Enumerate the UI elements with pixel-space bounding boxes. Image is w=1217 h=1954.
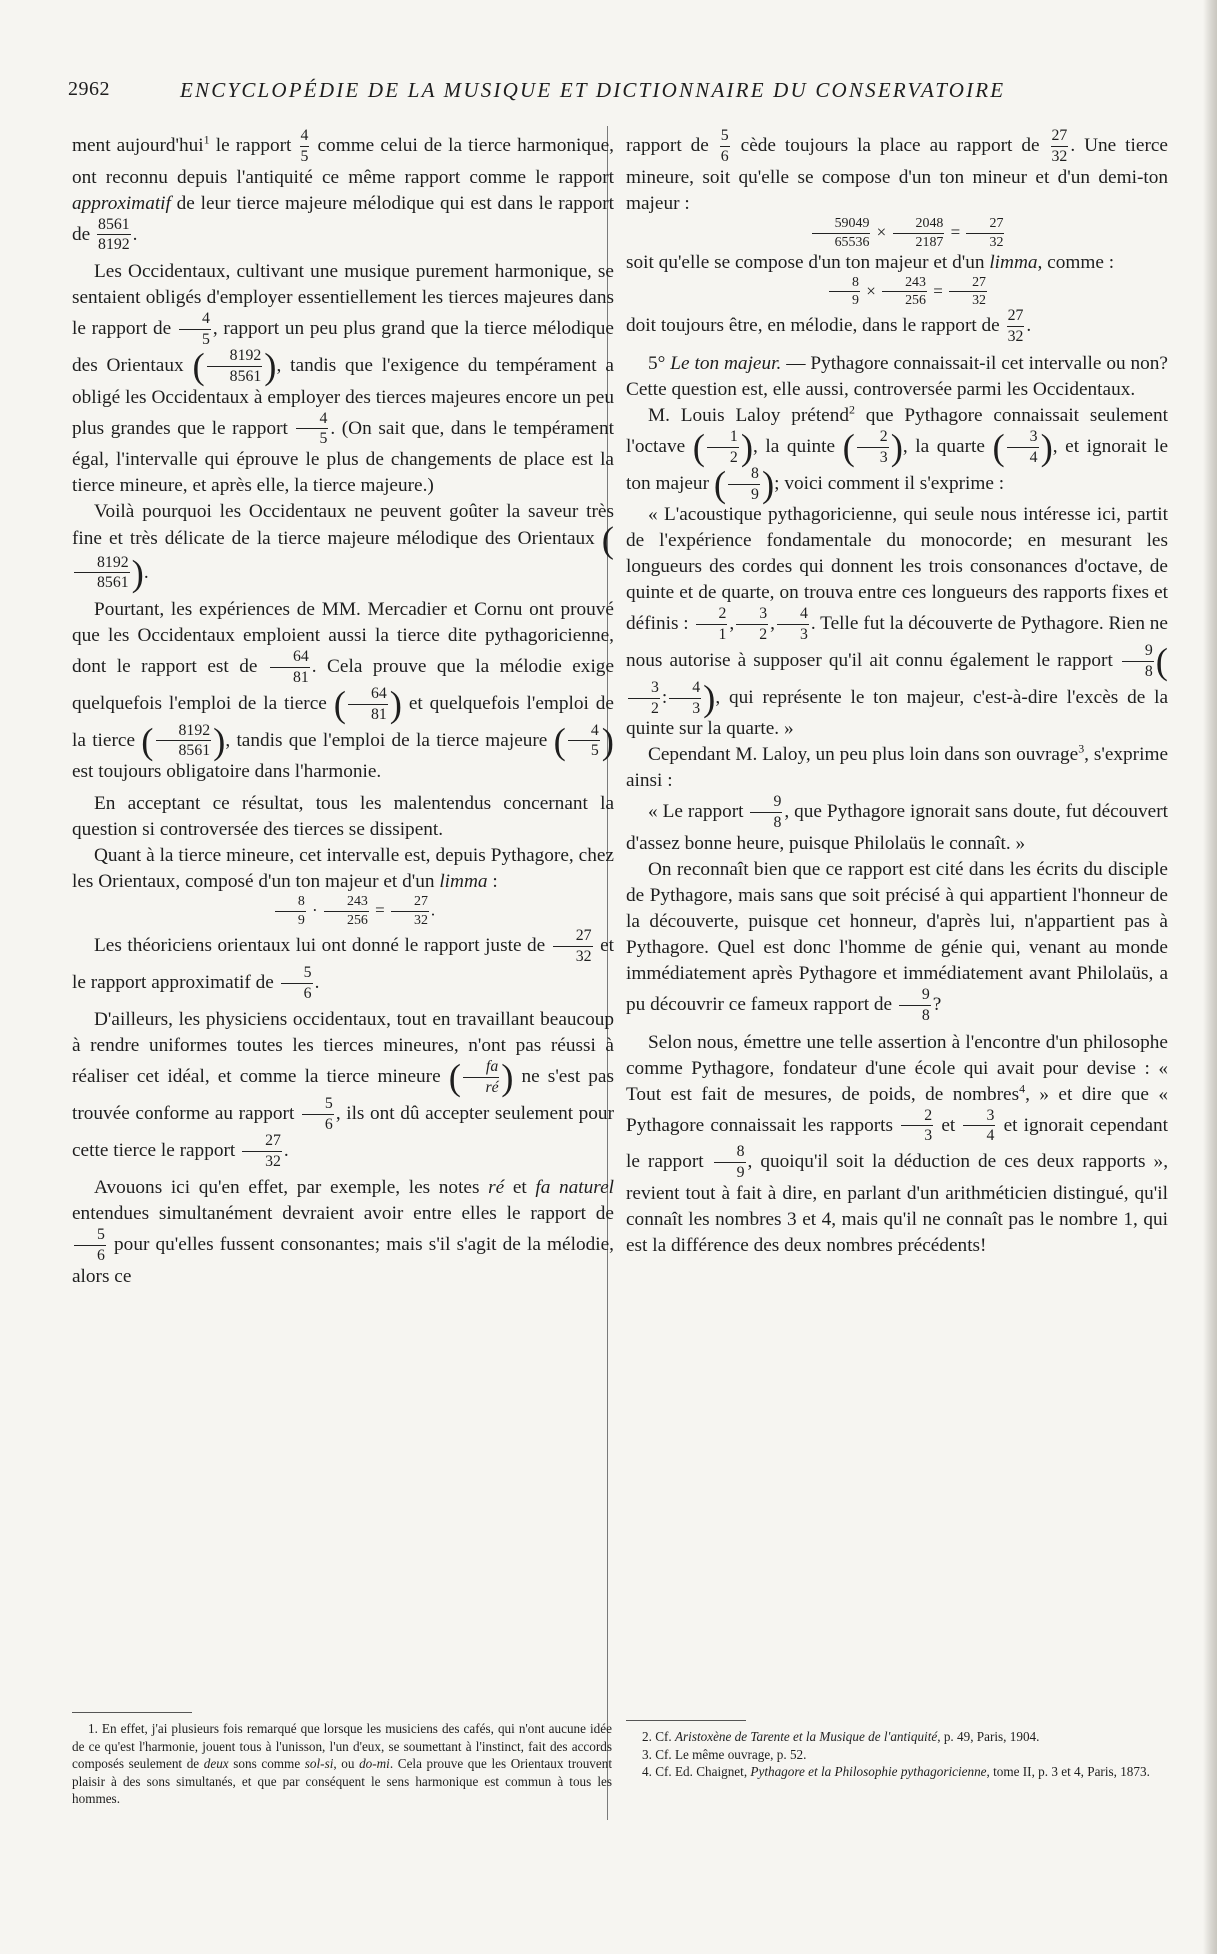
fraction: $\frac{27}{32}$ — [1051, 127, 1068, 165]
parenthesis: ( — [601, 519, 614, 561]
paragraph: rapport de $\frac{5}{6}$ cède toujours la place au rapport de $\frac{27}{32}$ . Une tierce mineure, soit qu'elle se compose d'un ton mineur et d'un demi-ton majeur : — [626, 127, 1168, 214]
page-number: 2962 — [68, 78, 110, 100]
fraction: $\frac{8}{9}$ — [829, 276, 860, 309]
paragraph: Les théoriciens orientaux lui ont donné le rapport juste de $\frac{27}{32}$ et le rapport approximatif de $\frac{5}{6}$ . — [72, 927, 614, 1002]
fraction: $\frac{27}{32}$ — [949, 276, 987, 309]
parenthesis: ( — [141, 720, 154, 762]
fraction: $\frac{4}{5}$ — [179, 311, 211, 348]
fraction: $\frac{27}{32}$ — [391, 895, 429, 928]
parenthesis: ( — [713, 463, 727, 505]
fraction: $\frac{8192}{8561}$ — [156, 723, 212, 760]
parenthesis: ( — [1155, 640, 1168, 682]
fraction: $\frac{243}{256}$ — [324, 895, 369, 928]
footnote-rule — [626, 1720, 746, 1721]
fraction: $\frac{8561}{8192}$ — [98, 215, 130, 254]
parenthesis: ) — [264, 345, 277, 387]
footnote-3: 3. Cf. Le même ouvrage, p. 52. — [642, 1746, 807, 1762]
paragraph: Cependant M. Laloy, un peu plus loin dans son ouvrage$^3$, s'exprime ainsi : — [626, 741, 1169, 792]
parenthesis: ) — [890, 426, 903, 468]
fraction: $\frac{27}{32}$ — [966, 217, 1004, 250]
fraction: $\frac{8192}{8561}$ — [74, 555, 130, 592]
parenthesis: ( — [192, 345, 205, 387]
footnotes-right — [626, 1728, 1166, 1781]
fraction: $\frac{3}{4}$ — [1007, 429, 1039, 466]
paragraph: D'ailleurs, les physiciens occidentaux, tout en travaillant beaucoup à rendre uniformes toutes les tierces mineures, n'ont pas réussi à réaliser cet idéal, et comme la tierce mineure ( $\frac{fa}{ré}$ ) ne s'est pas trouvée conforme au rapport $\frac{5}{6}$ , ils ont dû accepter seulement pour cette tierce le rapport $\frac{27}{32}$ . — [72, 1009, 614, 1170]
fraction: $\frac{9}{8}$ — [899, 987, 931, 1024]
parenthesis: ( — [842, 426, 855, 468]
footnote-1: 1. En effet, j'ai plusieurs fois remarqué que lorsque les musiciens des cafés, qui n'ont aucune idée de ce qu'est l'harmonie, jouent tous à l'unisson, l'un d'eux, se soumettant à l'instinct, fait des accords composés seulement de deux sons comme sol-si, ou do-mi. Cela prouve que les Orientaux trouvent plaisir à des sons simultanés, et que par conséquent le sens harmonique est commun à tous les hommes. — [72, 1721, 612, 1806]
parenthesis: ) — [501, 1057, 514, 1099]
fraction: $\frac{64}{81}$ — [270, 649, 310, 686]
equation: $\frac{59049}{65536}$ × $\frac{2048}{2187}$ = $\frac{27}{32}$ — [626, 217, 1168, 250]
footnote-4: 4. Cf. Ed. Chaignet, Pythagore et la Philosophie pythagoricienne, tome II, p. 3 et 4, Paris, 1873. — [642, 1764, 1150, 1779]
fraction: $\frac{2}{3}$ — [857, 429, 889, 466]
fraction: $\frac{27}{32}$ — [553, 928, 593, 965]
right-column — [626, 128, 1168, 1259]
parenthesis: ( — [553, 720, 566, 762]
footnote-rule — [72, 1712, 192, 1713]
fraction: $\frac{3}{2}$ — [736, 606, 768, 643]
fraction: $\frac{2}{1}$ — [696, 606, 728, 643]
paragraph: soit qu'elle se compose d'un ton majeur et d'un limma, comme : — [626, 251, 1115, 273]
fraction: $\frac{64}{81}$ — [348, 686, 388, 723]
footnotes-left — [72, 1720, 612, 1808]
fraction: $\frac{27}{32}$ — [242, 1133, 282, 1170]
paragraph: Les Occidentaux, cultivant une musique purement harmonique, se sentaient obligés d'employer essentiellement les tierces majeures dans le rapport de $\frac{4}{5}$ , rapport un peu plus grand que la tierce mélodique des Orientaux ( $\frac{8192}{8561}$ ), tandis que l'exigence du tempérament a obligé les Occidentaux à employer des tierces majeures encore un peu plus grandes que le rapport $\frac{4}{5}$ . (On sait que, dans le tempérament égal, l'intervalle qui éprouve le plus de changements de place est la tierce mineure, et après elle, la tierce majeure.) — [72, 261, 614, 497]
parenthesis: ( — [692, 426, 705, 468]
parenthesis: ) — [740, 426, 754, 468]
fraction: $\frac{59049}{65536}$ — [812, 217, 871, 250]
fraction: $\frac{9}{8}$ — [1122, 643, 1154, 680]
fraction: $\frac{4}{3}$ — [777, 606, 809, 643]
fraction: $\frac{fa}{ré}$ — [463, 1059, 499, 1096]
fraction: $\frac{2048}{2187}$ — [893, 217, 945, 250]
quotation: « L'acoustique pythagoricienne, qui seule nous intéresse ici, partit de l'expérience fondamentale du monocorde; en mesurant les longueurs des cordes qui donnent les trois consonances d'octave, de quinte et de quarte, on trouva entre ces longueurs des rapports fixes et définis : $\frac{2}{1}$ , $\frac{3}{2}$ , $\frac{4}{3}$ . Telle fut la découverte de Pythagore. Rien ne nous autorise à supposer qu'il ait connu également le rapport $\frac{9}{8}$ ( $\frac{3}{2}$ : $\frac{4}{3}$ ), qui représente le ton majeur, c'est-à-dire l'excès de la quinte sur la quarte. » — [626, 504, 1168, 740]
parenthesis: ( — [448, 1057, 461, 1099]
fraction: $\frac{5}{6}$ — [281, 965, 313, 1002]
fraction: $\frac{9}{8}$ — [750, 794, 782, 831]
parenthesis: ) — [1040, 426, 1053, 468]
paragraph: Quant à la tierce mineure, cet intervalle est, depuis Pythagore, chez les Orientaux, composé d'un ton majeur et d'un limma : — [72, 845, 614, 893]
paragraph: Selon nous, émettre une telle assertion à l'encontre d'un philosophe comme Pythagore, fondateur d'une école qui avait pour devise : « Tout est fait de mesures, de poids, de nombres$^4$, » et dire que « Pythagore connaissait les rapports $\frac{2}{3}$ et $\frac{3}{4}$ et ignorait cependant le rapport $\frac{8}{9}$ , quoiqu'il soit la déduction de ces deux rapports », revient tout à fait à dire, en parlant d'un arithméticien distingué, qu'il connaît les nombres 3 et 4, mais qu'il ne connaît pas le nombre 1, qui est la différence des deux nombres précédents! — [626, 1031, 1169, 1256]
parenthesis: ( — [333, 683, 346, 725]
footnote-2: 2. Cf. Aristoxène de Tarente et la Musique de l'antiquité, p. 49, Paris, 1904. — [642, 1729, 1040, 1744]
parenthesis: ) — [389, 683, 402, 725]
fraction: $\frac{5}{6}$ — [302, 1096, 334, 1133]
paragraph: En acceptant ce résultat, tous les malentendus concernant la question si controversée des tierces se dissipent. — [72, 793, 614, 841]
parenthesis: ( — [992, 426, 1005, 468]
fraction: $\frac{4}{3}$ — [669, 680, 701, 717]
fraction: $\frac{8}{9}$ — [728, 466, 760, 503]
paragraph: On reconnaît bien que ce rapport est cité dans les écrits du disciple de Pythagore, mais sans que soit précisé à qui appartient l'honneur de la découverte, puisque cet honneur, d'après lui, n'appartient pas à Pythagore. Quel est donc l'homme de génie qui, venant au monde immédiatement après Pythagore et immédiatement avant Philolaüs, a pu découvrir ce fameux rapport de $\frac{9}{8}$ ? — [626, 859, 1168, 1024]
fraction: $\frac{3}{2}$ — [628, 680, 660, 717]
paragraph: doit toujours être, en mélodie, dans le rapport de $\frac{27}{32}$ . — [626, 307, 1032, 346]
page-edge — [1203, 0, 1217, 1954]
parenthesis: ) — [703, 677, 716, 719]
fraction: $\frac{4}{5}$ — [300, 127, 309, 165]
parenthesis: ) — [761, 463, 775, 505]
fraction: $\frac{5}{6}$ — [720, 127, 729, 165]
fraction: $\frac{3}{4}$ — [963, 1108, 995, 1145]
running-title: ENCYCLOPÉDIE DE LA MUSIQUE ET DICTIONNAIRE DU CONSERVATOIRE — [180, 78, 1006, 102]
quotation: « Le rapport $\frac{9}{8}$ , que Pythagore ignorait sans doute, fut découvert d'assez bonne heure, puisque Philolaüs le connaît. » — [626, 793, 1168, 854]
paragraph: Pourtant, les expériences de MM. Mercadier et Cornu ont prouvé que les Occidentaux emploient aussi la tierce dite pythagoricienne, dont le rapport est de $\frac{64}{81}$ . Cela prouve que la mélodie exige quelquefois l'emploi de la tierce ( $\frac{64}{81}$ ) et quelquefois l'emploi de la tierce ( $\frac{8192}{8561}$ ), tandis que l'emploi de la tierce majeure ( $\frac{4}{5}$ ) est toujours obligatoire dans l'harmonie. — [72, 599, 614, 783]
left-column — [72, 128, 614, 1290]
equation: $\frac{8}{9}$ · $\frac{243}{256}$ = $\frac{27}{32}$ . — [72, 895, 614, 928]
parenthesis: ) — [213, 720, 226, 762]
paragraph: ment aujourd'hui$^1$ le rapport $\frac{4}{5}$ comme celui de la tierce harmonique, ont reconnu depuis l'antiquité ce même rapport comme le rapport approximatif de leur tierce majeure mélodique qui est dans le rapport de $\frac{8561}{8192}$ . — [72, 127, 614, 254]
fraction: $\frac{8}{9}$ — [714, 1144, 746, 1181]
fraction: $\frac{5}{6}$ — [74, 1227, 106, 1264]
fraction: $\frac{2}{3}$ — [901, 1108, 933, 1145]
fraction: $\frac{1}{2}$ — [707, 429, 739, 466]
paragraph: Avouons ici qu'en effet, par exemple, les notes ré et fa naturel entendues simultanément devraient avoir entre elles le rapport de $\frac{5}{6}$ pour qu'elles fussent consonantes; mais s'il s'agit de la mélodie, alors ce — [72, 1177, 614, 1288]
fraction: $\frac{4}{5}$ — [296, 411, 328, 448]
parenthesis: ) — [131, 552, 144, 594]
equation: $\frac{8}{9}$ × $\frac{243}{256}$ = $\frac{27}{32}$ — [626, 276, 1168, 309]
fraction: $\frac{8}{9}$ — [275, 895, 306, 928]
fraction: $\frac{243}{256}$ — [882, 276, 927, 309]
fraction: $\frac{4}{5}$ — [568, 723, 600, 760]
parenthesis: ) — [601, 720, 614, 762]
fraction: $\frac{27}{32}$ — [1007, 307, 1024, 346]
fraction: $\frac{8192}{8561}$ — [207, 348, 263, 385]
paragraph: Voilà pourquoi les Occidentaux ne peuvent goûter la saveur très fine et très délicate de la tierce majeure mélodique des Orientaux ( $\frac{8192}{8561}$ ). — [72, 501, 614, 594]
page-header — [68, 78, 1158, 108]
paragraph: M. Louis Laloy prétend$^2$ que Pythagore connaissait seulement l'octave ( $\frac{1}{2}$ ), la quinte ( $\frac{2}{3}$ ), la quarte ( $\frac{3}{4}$ ), et ignorait le ton majeur ( $\frac{8}{9}$ ); voici comment il s'exprime : — [626, 402, 1169, 505]
paragraph: 5° Le ton majeur. — Pythagore connaissait-il cet intervalle ou non? Cette question est, elle aussi, controversée parmi les Occidentaux. — [626, 353, 1168, 401]
